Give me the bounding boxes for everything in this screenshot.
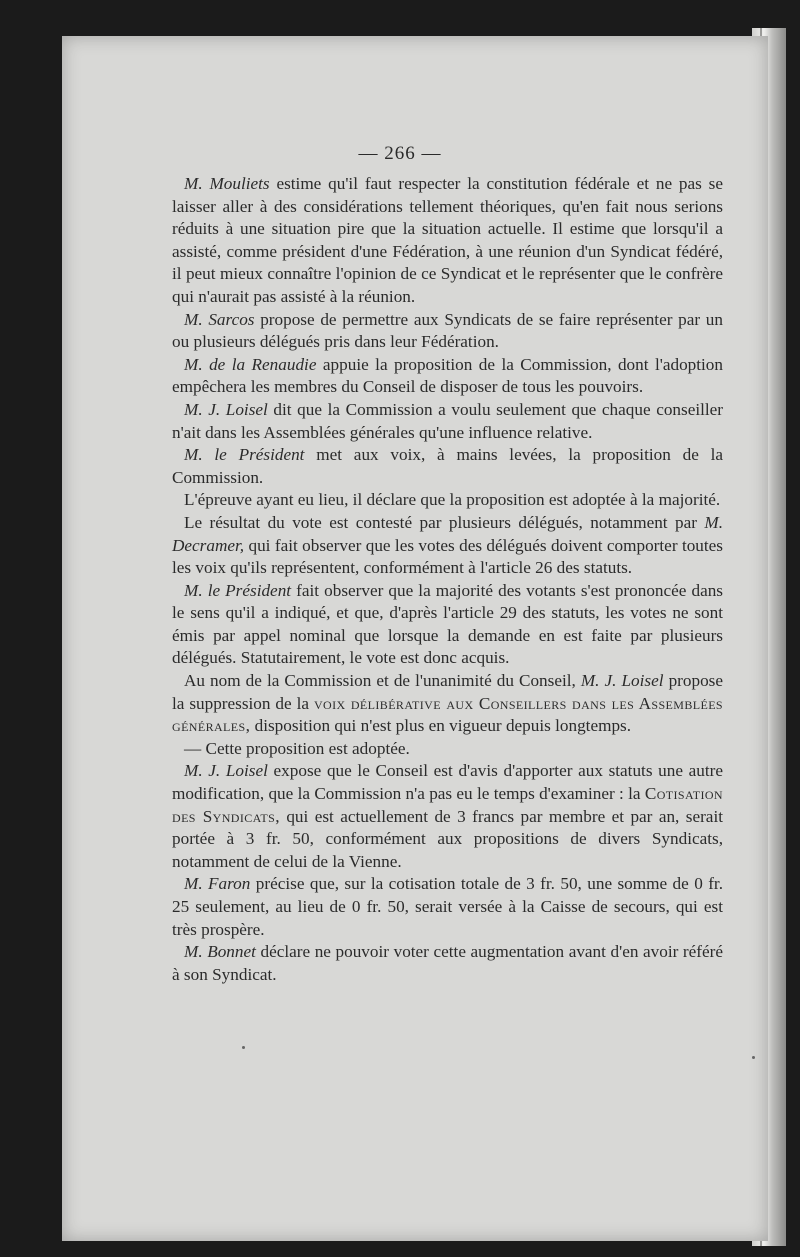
paragraph xyxy=(172,444,723,489)
paragraph-text: expose que le Conseil est d'avis d'apporter aux statuts une autre modification, que la Commission n'a pas eu le temps d'examiner : la xyxy=(172,761,723,804)
paragraph xyxy=(172,489,723,512)
small-caps-term: Cotisation des Syndicats, xyxy=(172,784,723,826)
paragraph-text: déclare ne pouvoir voter cette augmentation avant d'en avoir référé à son Syndicat. xyxy=(172,942,723,984)
paragraph-text: qui est actuellement de 3 francs par membre et par an, serait portée à 3 fr. 50, conformément aux propositions de divers Syndicats, notamment de celui de la Vienne. xyxy=(172,806,723,871)
speaker-name: M. Mouliets xyxy=(184,174,270,193)
paragraph xyxy=(172,309,723,354)
paragraph-text: appuie la proposition de la Commission, dont l'adoption empêchera les membres du Conseil de disposer de tous les pouvoirs. xyxy=(172,354,723,397)
paragraph-text: Au nom de la Commission et de l'unanimité du Conseil, xyxy=(184,671,581,691)
paragraph-text: qui fait observer que les votes des délégués doivent comporter toutes les voix qu'ils représentent, conformément à l'article 26 des statuts. xyxy=(172,535,723,578)
paragraph xyxy=(172,670,723,738)
paragraph xyxy=(172,580,723,670)
small-caps-term: voix délibérative aux Conseillers dans les Assemblées générales, xyxy=(172,693,723,736)
dust-speck xyxy=(242,1046,245,1049)
paragraph-text: fait observer que la majorité des votants s'est prononcée dans le sens qu'il a indiqué, et que, d'après l'article 29 des statuts, les votes ne sont émis par appel nominal que lorsque la demande en est faite par plusieurs délégués. Statutairement, le vote est donc acquis. xyxy=(172,580,723,668)
paragraph-text: dit que la Commission a voulu seulement que chaque conseiller n'ait dans les Assemblées générales qu'une influence relative. xyxy=(172,399,723,442)
paragraph-text: Le résultat du vote est contesté par plusieurs délégués, notamment par xyxy=(184,512,705,532)
paragraph xyxy=(172,738,723,761)
paragraph xyxy=(172,512,723,580)
paragraph-text: estime qu'il faut respecter la constitution fédérale et ne pas se laisser aller à des considérations tellement théoriques, qu'en fait nous serions réduits à une situation pire que la situation actuelle. Il estime que lorsqu'il a assisté, comme président d'une Fédération, à une réunion d'un Syndicat fédéré, il peut mieux connaître l'opinion de ce Syndicat et le représenter que le confrère qui n'aurait pas assisté à la réunion. xyxy=(172,174,723,306)
speaker-name: M. le Président xyxy=(184,445,305,465)
paragraph-text: propose de permettre aux Syndicats de se faire représenter par un ou plusieurs délégués pris dans leur Fédération. xyxy=(172,309,723,352)
speaker-name: M. le Président xyxy=(184,580,292,600)
paragraph-text: — Cette proposition est adoptée. xyxy=(184,738,410,758)
paragraph xyxy=(172,173,723,309)
paragraph xyxy=(172,941,723,986)
paragraph-text: précise que, sur la cotisation totale de 3 fr. 50, une somme de 0 fr. 25 seulement, au lieu de 0 fr. 50, serait versée à la Caisse de secours, qui est très prospère. xyxy=(172,874,723,939)
speaker-name: M. J. Loisel xyxy=(184,761,268,781)
paragraph-text: met aux voix, à mains levées, la proposition de la Commission. xyxy=(172,445,724,487)
paragraph xyxy=(172,399,723,444)
body-text xyxy=(172,173,723,986)
paragraph xyxy=(172,873,723,941)
speaker-name: M. Bonnet xyxy=(184,942,256,962)
paragraph xyxy=(172,760,723,873)
page-number: — 266 — xyxy=(358,143,442,164)
speaker-name: M. Sarcos xyxy=(184,309,255,329)
speaker-name: M. J. Loisel xyxy=(184,399,268,419)
speaker-name: M. Faron xyxy=(184,874,251,894)
dust-speck xyxy=(752,1056,755,1059)
paragraph-text: disposition qui n'est plus en vigueur depuis longtemps. xyxy=(250,716,632,736)
speaker-name: M. J. Loisel xyxy=(580,671,664,691)
speaker-name: M. Decramer, xyxy=(172,512,723,555)
speaker-name: M. de la Renaudie xyxy=(184,354,317,374)
paragraph xyxy=(172,354,723,399)
paragraph-text: L'épreuve ayant eu lieu, il déclare que la proposition est adoptée à la majorité. xyxy=(184,490,721,510)
paragraph-text: propose la suppression de la xyxy=(172,671,723,713)
